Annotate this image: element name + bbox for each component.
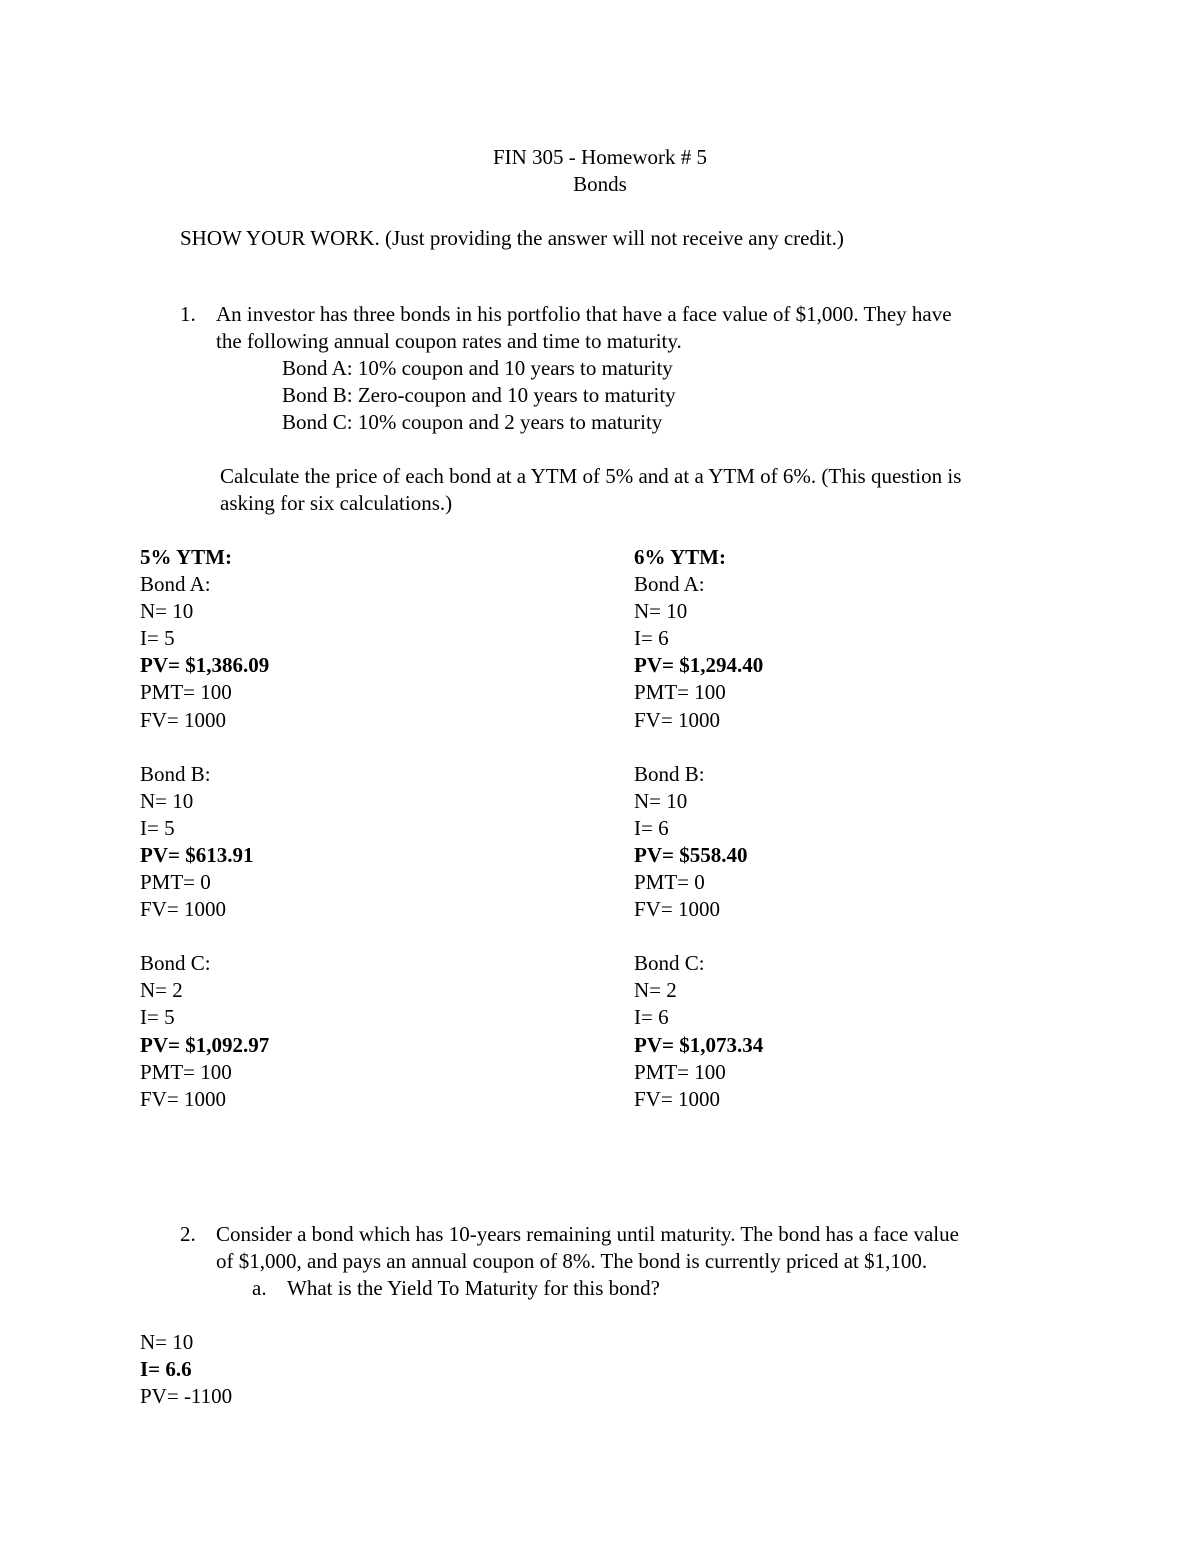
bond-a-pmt: PMT= 100 xyxy=(634,680,726,705)
bond-a-description: Bond A: 10% coupon and 10 years to maturity xyxy=(282,356,673,380)
bond-c-i: I= 6 xyxy=(634,1005,669,1030)
q2-n: N= 10 xyxy=(140,1330,194,1354)
bond-b-i: I= 5 xyxy=(140,815,175,840)
bond-b-n: N= 10 xyxy=(634,788,688,813)
bond-a-fv: FV= 1000 xyxy=(140,707,226,732)
ytm-5-heading: 5% YTM: xyxy=(140,545,232,569)
question-1-line-2: the following annual coupon rates and time to maturity. xyxy=(216,329,682,353)
page-title: FIN 305 - Homework # 5 xyxy=(492,145,708,169)
bond-c-pv: PV= $1,092.97 xyxy=(140,1032,270,1057)
bond-b-n: N= 10 xyxy=(140,788,194,813)
bond-a-fv: FV= 1000 xyxy=(634,707,720,732)
bond-c-pmt: PMT= 100 xyxy=(140,1059,232,1084)
bond-a-n: N= 10 xyxy=(634,599,688,624)
q2-pv: PV= -1100 xyxy=(140,1384,233,1409)
bond-c-i: I= 5 xyxy=(140,1005,175,1030)
bond-c-fv: FV= 1000 xyxy=(634,1086,720,1111)
bond-b-label: Bond B: xyxy=(140,761,211,786)
bond-b-fv: FV= 1000 xyxy=(140,897,226,922)
bond-a-pv: PV= $1,386.09 xyxy=(140,653,270,678)
bond-a-n: N= 10 xyxy=(140,599,194,624)
bond-c-n: N= 2 xyxy=(140,978,183,1003)
bond-a-pmt: PMT= 100 xyxy=(140,680,232,705)
bond-b-pmt: PMT= 0 xyxy=(634,870,705,895)
page-subtitle: Bonds xyxy=(573,172,627,196)
bond-a-pv: PV= $1,294.40 xyxy=(634,653,764,678)
question-1-line-1: An investor has three bonds in his portfolio that have a face value of $1,000. They have xyxy=(216,302,952,326)
bond-c-pv: PV= $1,073.34 xyxy=(634,1032,764,1057)
bond-c-label: Bond C: xyxy=(634,951,705,976)
question-2-line-2: of $1,000, and pays an annual coupon of 8%. The bond is currently priced at $1,100. xyxy=(216,1249,928,1273)
q2-i: I= 6.6 xyxy=(140,1357,192,1382)
question-2-answer xyxy=(140,1329,232,1410)
calculation-instruction-line-1: Calculate the price of each bond at a YTM of 5% and at a YTM of 6%. (This question is xyxy=(220,464,962,488)
ytm-6-heading: 6% YTM: xyxy=(634,545,726,569)
question-1-number: 1. xyxy=(180,302,196,326)
question-2a-label: a. xyxy=(252,1276,267,1300)
bond-c-fv: FV= 1000 xyxy=(140,1086,226,1111)
calculation-instruction-line-2: asking for six calculations.) xyxy=(220,491,453,515)
question-2a-text: What is the Yield To Maturity for this bond? xyxy=(287,1276,660,1300)
answers-5pct-column xyxy=(140,544,269,1113)
bond-c-description: Bond C: 10% coupon and 2 years to maturity xyxy=(282,410,663,434)
bond-b-label: Bond B: xyxy=(634,761,705,786)
bond-b-pv: PV= $613.91 xyxy=(140,842,254,867)
bond-a-label: Bond A: xyxy=(140,572,211,597)
bond-a-label: Bond A: xyxy=(634,572,705,597)
question-2-line-1: Consider a bond which has 10-years remaining until maturity. The bond has a face value xyxy=(216,1222,959,1246)
bond-b-i: I= 6 xyxy=(634,815,669,840)
question-2-number: 2. xyxy=(180,1222,196,1246)
bond-c-pmt: PMT= 100 xyxy=(634,1059,726,1084)
answers-6pct-column xyxy=(634,544,763,1113)
bond-b-pmt: PMT= 0 xyxy=(140,870,211,895)
bond-c-n: N= 2 xyxy=(634,978,677,1003)
bond-b-fv: FV= 1000 xyxy=(634,897,720,922)
instruction-text: SHOW YOUR WORK. (Just providing the answer will not receive any credit.) xyxy=(180,226,844,250)
bond-a-i: I= 5 xyxy=(140,626,175,651)
bond-c-label: Bond C: xyxy=(140,951,211,976)
bond-b-pv: PV= $558.40 xyxy=(634,842,748,867)
bond-a-i: I= 6 xyxy=(634,626,669,651)
bond-b-description: Bond B: Zero-coupon and 10 years to maturity xyxy=(282,383,676,407)
